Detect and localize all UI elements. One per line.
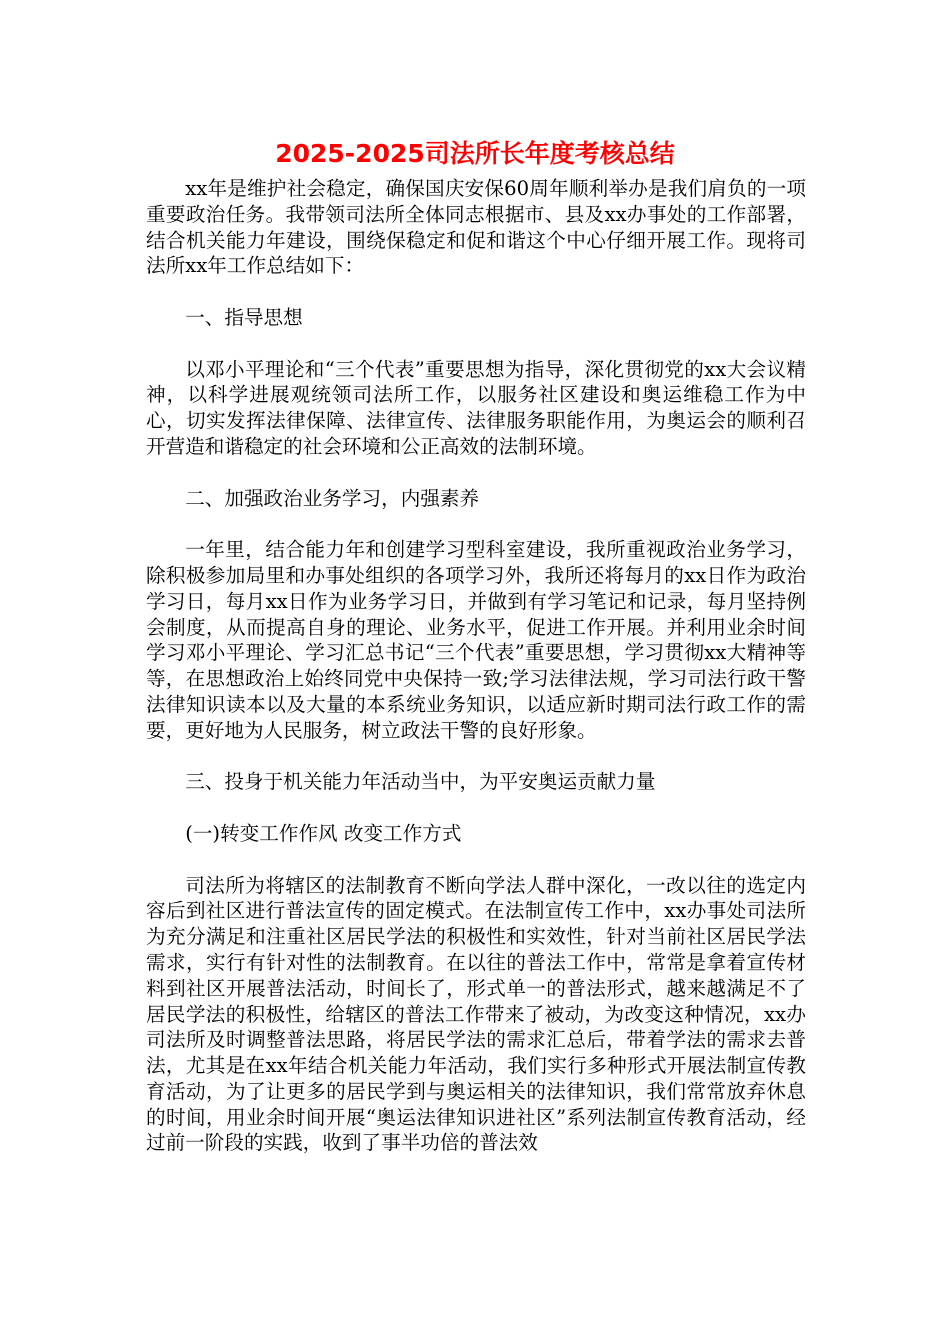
section-heading-political-study: 二、加强政治业务学习，内强素养 [185, 486, 480, 510]
section-heading-guiding-ideology: 一、指导思想 [185, 305, 303, 329]
document-body [146, 176, 806, 1156]
document-title: 2025-2025司法所长年度考核总结 [275, 139, 675, 168]
subsection-heading-work-style: (一)转变工作作风 改变工作方式 [185, 821, 462, 845]
work-style-paragraph: 司法所为将辖区的法制教育不断向学法人群中深化，一改以往的选定内容后到社区进行普法宣传的固定模式。在法制宣传工作中，xx办事处司法所为充分满足和注重社区居民学法的积极性和实效性，针对当前社区居民学法需求，实行有针对性的法制教育。在以往的普法工作中，常常是拿着宣传材料到社区开展普法活动，时间长了，形式单一的普法形式，越来越满足不了居民学法的积极性，给辖区的普法工作带来了被动，为改变这种情况，xx办司法所及时调整普法思路，将居民学法的需求汇总后，带着学法的需求去普法，尤其是在xx年结合机关能力年活动，我们实行多种形式开展法制宣传教育活动，为了让更多的居民学到与奥运相关的法律知识，我们常常放弃休息的时间，用业余时间开展“奥运法律知识进社区”系列法制宣传教育活动，经过前一阶段的实践，收到了事半功倍的普法效 [146, 873, 806, 1155]
political-study-paragraph: 一年里，结合能力年和创建学习型科室建设，我所重视政治业务学习，除积极参加局里和办事处组织的各项学习外，我所还将每月的xx日作为政治学习日，每月xx日作为业务学习日，并做到有学习笔记和记录，每月坚持例会制度，从而提高自身的理论、业务水平，促进工作开展。并利用业余时间学习邓小平理论、学习汇总书记“三个代表”重要思想，学习贯彻xx大精神等等，在思想政治上始终同党中央保持一致;学习法律法规，学习司法行政干警法律知识读本以及大量的本系统业务知识，以适应新时期司法行政工作的需要，更好地为人民服务，树立政法干警的良好形象。 [146, 538, 806, 742]
intro-paragraph: xx年是维护社会稳定，确保国庆安保60周年顺利举办是我们肩负的一项重要政治任务。我带领司法所全体同志根据市、县及xx办事处的工作部署，结合机关能力年建设，围绕保稳定和促和谐这个中心仔细开展工作。现将司法所xx年工作总结如下： [146, 177, 806, 278]
section-heading-capacity-year: 三、投身于机关能力年活动当中，为平安奥运贡献力量 [185, 770, 656, 794]
guiding-ideology-paragraph: 以邓小平理论和“三个代表”重要思想为指导，深化贯彻党的xx大会议精神，以科学进展观统领司法所工作，以服务社区建设和奥运维稳工作为中心，切实发挥法律保障、法律宣传、法律服务职能作用，为奥运会的顺利召开营造和谐稳定的社会环境和公正高效的法制环境。 [146, 357, 806, 458]
